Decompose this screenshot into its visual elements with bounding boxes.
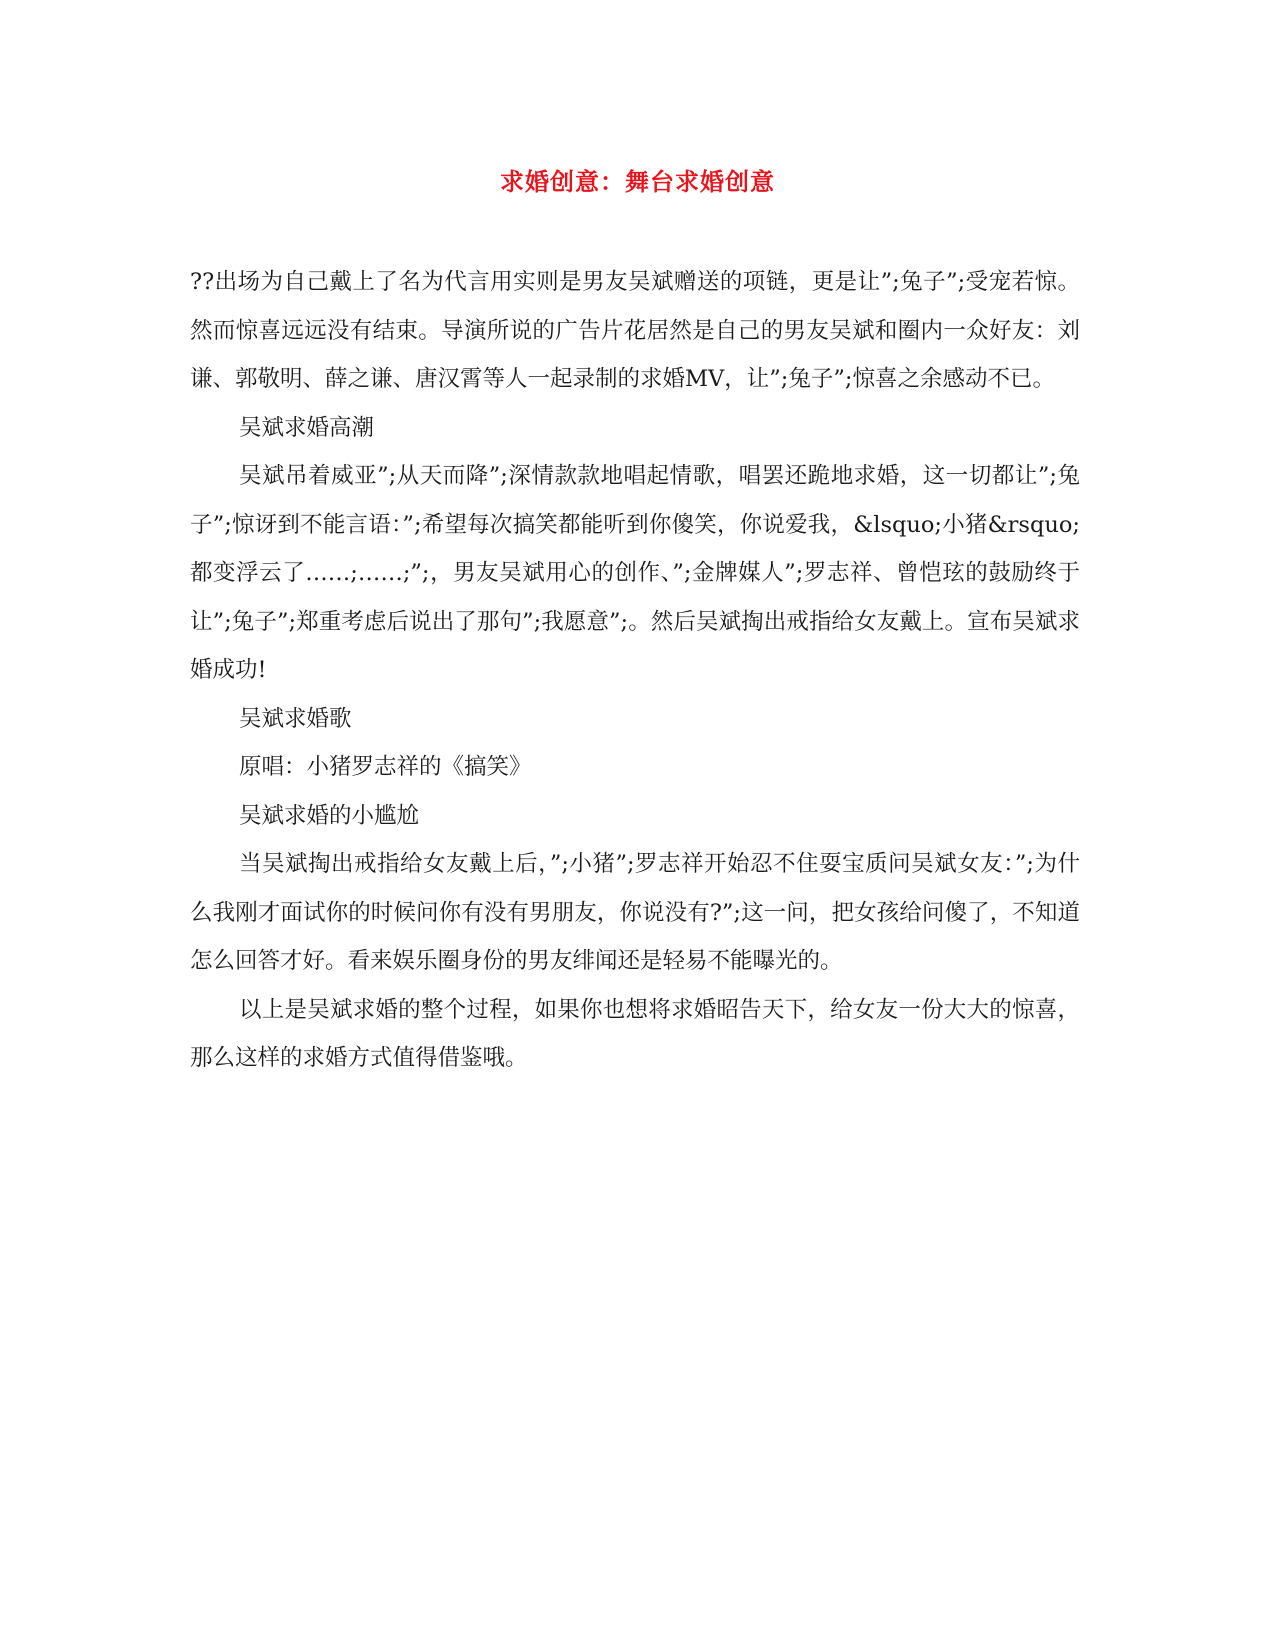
document-body bbox=[190, 258, 1080, 1083]
paragraph-intro: ??出场为自己戴上了名为代言用实则是男友吴斌赠送的项链，更是让”;兔子”;受宠若惊。然而惊喜远远没有结束。导演所说的广告片花居然是自己的男友吴斌和圈内一众好友：刘谦、郭敬明、薛之谦、唐汉霄等人一起录制的求婚MV，让”;兔子”;惊喜之余感动不已。 bbox=[190, 269, 1080, 392]
paragraph-song-original: 原唱：小猪罗志祥的《搞笑》 bbox=[239, 754, 532, 780]
section-heading-awkward: 吴斌求婚的小尴尬 bbox=[239, 802, 420, 829]
document-title: 求婚创意：舞台求婚创意 bbox=[500, 167, 775, 196]
paragraph-climax: 吴斌吊着威亚”;从天而降”;深情款款地唱起情歌，唱罢还跪地求婚，这一切都让”;兔子”;惊讶到不能言语：”;希望每次搞笑都能听到你傻笑，你说爱我，&lsquo;小猪&rsquo;都变浮云了……;……;”;，男友吴斌用心的创作、”;金牌媒人”;罗志祥、曾恺玹的鼓励终于让”;兔子”;郑重考虑后说出了那句”;我愿意”;。然后吴斌掏出戒指给女友戴上。宣布吴斌求婚成功! bbox=[190, 463, 1080, 683]
paragraph-conclusion: 以上是吴斌求婚的整个过程，如果你也想将求婚昭告天下，给女友一份大大的惊喜，那么这样的求婚方式值得借鉴哦。 bbox=[190, 996, 1080, 1071]
section-heading-song: 吴斌求婚歌 bbox=[239, 705, 352, 732]
paragraph-awkward: 当吴斌掏出戒指给女友戴上后，”;小猪”;罗志祥开始忍不住耍宝质问吴斌女友：”;为什么我刚才面试你的时候问你有没有男朋友，你说没有?”;这一问，把女孩给问傻了，不知道怎么回答才好。看来娱乐圈身份的男友绯闻还是轻易不能曝光的。 bbox=[190, 851, 1080, 974]
section-heading-climax: 吴斌求婚高潮 bbox=[239, 414, 375, 441]
